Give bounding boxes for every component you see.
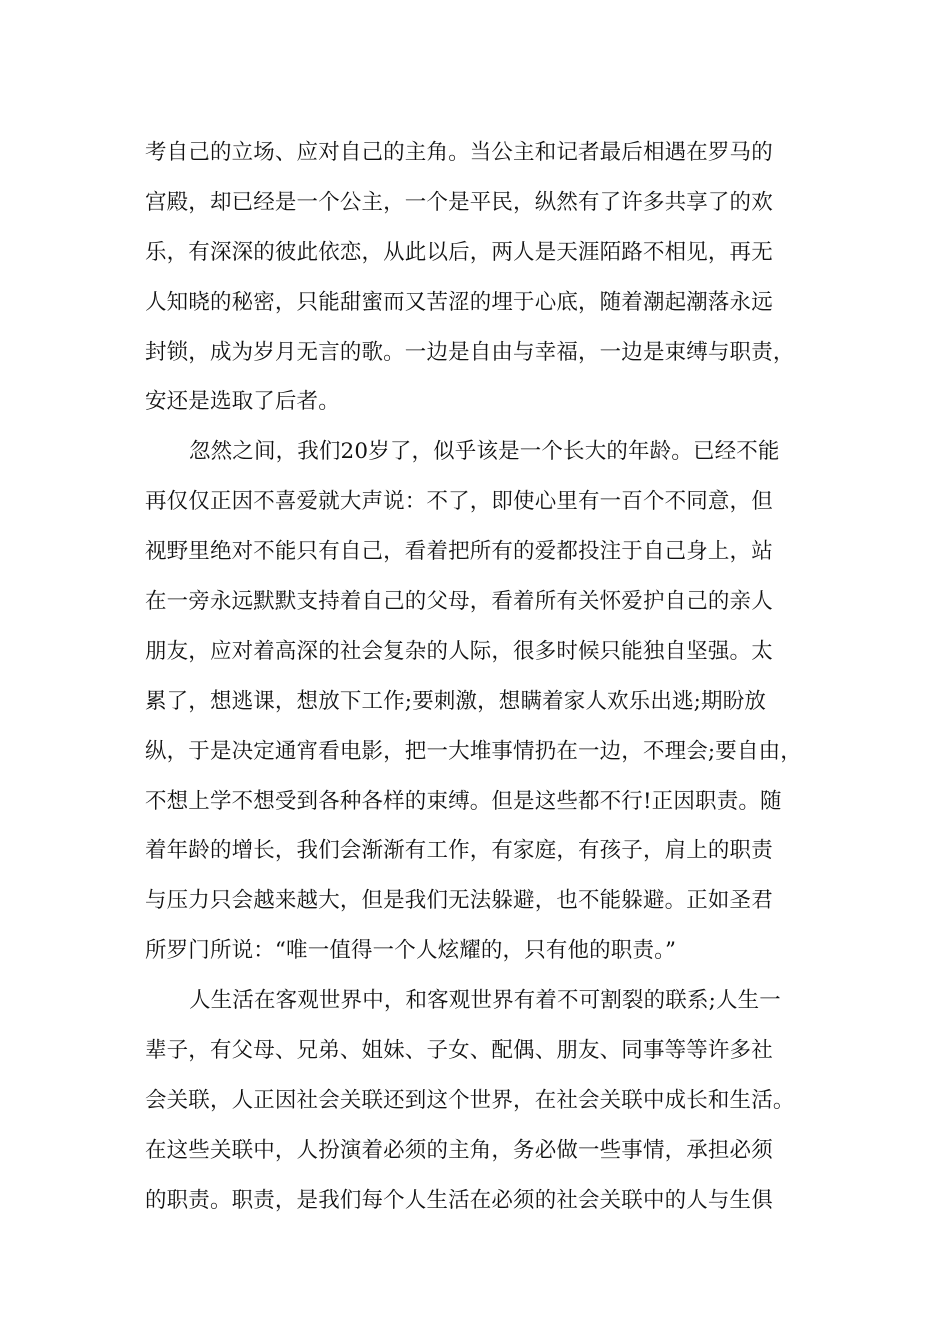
text-line: 考自己的立场、应对自己的主角。当公主和记者最后相遇在罗马的 [145,140,773,165]
text-line: 宫殿，却已经是一个公主，一个是平民，纵然有了许多共享了的欢 [145,189,773,215]
text-line: 辈子，有父母、兄弟、姐妹、子女、配偶、朋友、同事等等许多社 [145,1038,773,1064]
text-line: 乐，有深深的彼此依恋，从此以后，两人是天涯陌路不相见，再无 [145,239,773,265]
text-line: 人知晓的秘密，只能甜蜜而又苦涩的埋于心底，随着潮起潮落永远 [145,289,773,315]
text-line: 在这些关联中，人扮演着必须的主角，务必做一些事情，承担必须 [145,1137,773,1163]
text-line: 在一旁永远默默支持着自己的父母，看着所有关怀爱护自己的亲人 [145,589,773,615]
text-line: 累了，想逃课，想放下工作;要刺激，想瞒着家人欢乐出逃;期盼放 [145,688,766,714]
text-line: 与压力只会越来越大，但是我们无法躲避，也不能躲避。正如圣君 [145,888,773,914]
paragraph-first-line: 忽然之间，我们20岁了，似乎该是一个长大的年龄。已经不能 [189,439,780,465]
body-text [145,128,810,1226]
text-line: 所罗门所说：“唯一值得一个人炫耀的，只有他的职责。” [145,938,677,964]
text-line: 不想上学不想受到各种各样的束缚。但是这些都不行!正因职责。随 [145,788,782,814]
text-line: 封锁，成为岁月无言的歌。一边是自由与幸福，一边是束缚与职责， [145,339,795,365]
paragraph-first-line: 人生活在客观世界中，和客观世界有着不可割裂的联系;人生一 [189,988,781,1014]
text-line: 纵，于是决定通宵看电影，把一大堆事情扔在一边，不理会;要自由， [145,738,802,764]
text-line: 朋友，应对着高深的社会复杂的人际，很多时候只能独自坚强。太 [145,638,773,664]
text-line: 再仅仅正因不喜爱就大声说：不了，即使心里有一百个不同意，但 [145,489,773,515]
text-line: 安还是选取了后者。 [145,389,340,415]
text-line: 视野里绝对不能只有自己，看着把所有的爱都投注于自己身上，站 [145,539,773,565]
text-line: 会关联，人正因社会关联还到这个世界，在社会关联中成长和生活。 [145,1087,795,1113]
text-line: 的职责。职责，是我们每个人生活在必须的社会关联中的人与生俱 [145,1187,773,1213]
text-line: 着年龄的增长，我们会渐渐有工作，有家庭，有孩子，肩上的职责 [145,838,773,864]
